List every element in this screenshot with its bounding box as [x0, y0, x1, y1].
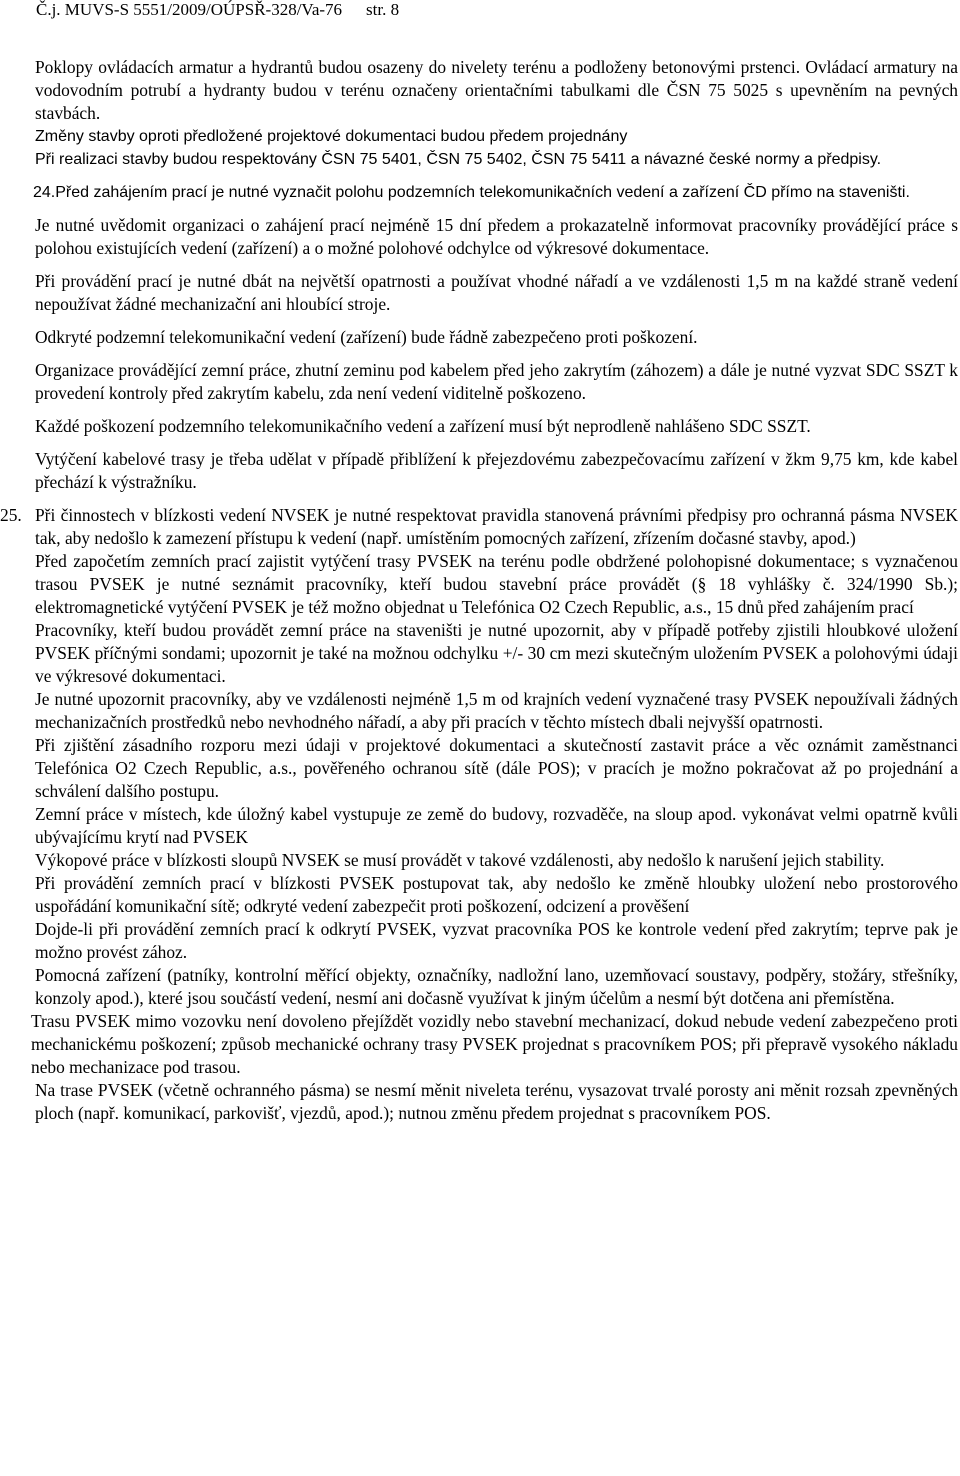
document-body: [0, 56, 958, 1125]
paragraph-changes: Změny stavby oproti předložené projektové dokumentaci budou předem projednány: [35, 128, 628, 145]
item-number: 25.: [0, 505, 22, 525]
page-header: [36, 0, 399, 22]
paragraph-standards: Při realizaci stavby budou respektovány ČSN 75 5401, ČSN 75 5402, ČSN 75 5411 a návazné české normy a předpisy.: [35, 151, 882, 168]
numbered-item-25: [0, 504, 958, 550]
paragraph-cable-route: Vytýčení kabelové trasy je třeba udělat v případě přiblížení k přejezdovému zabezpečovacímu zařízení v žkm 9,75 km, kde kabel přechází k výstražníku.: [35, 449, 958, 492]
paragraph-discrepancy: Při zjištění zásadního rozporu mezi údaji v projektové dokumentaci a skutečností zastavit práce a věc oznámit zaměstnanci Telefónica O2 Czech Republic, a.s., pověřeného ochranou sítě (dále POS); v pracích je možno pokračovat až po projednání a schválení dalšího postupu.: [35, 735, 958, 801]
paragraph-protect: Odkryté podzemní telekomunikační vedení (zařízení) bude řádně zabezpečeno proti poškození.: [35, 327, 698, 347]
paragraph-caution: Při provádění prací je nutné dbát na největší opatrnosti a používat vhodné nářadí a ve vzdálenosti 1,5 m na každé straně vedení nepoužívat žádné mechanizační ani hloubící stroje.: [35, 271, 958, 314]
paragraph-distance: Je nutné upozornit pracovníky, aby ve vzdálenosti nejméně 1,5 m od krajních vedení vyznačené trasy PVSEK nepoužívali žádných mechanizačních prostředků nebo nevhodného nářadí, a aby při pracích v těchto místech dbali nejvyšší opatrnosti.: [35, 689, 958, 732]
paragraph-notify: Je nutné uvědomit organizaci o zahájení prací nejméně 15 dní předem a prokazatelně informovat pracovníky provádějící práce s polohou existujících vedení (zařízení) a o možné polohové odchylce od výkresové dokumentace.: [35, 215, 958, 258]
paragraph-terrain-level: Na trase PVSEK (včetně ochranného pásma) se nesmí měnit niveleta terénu, vysazovat trvalé porosty ani měnit rozsah zpevněných ploch (např. komunikací, parkovišť, vjezdů, apod.); nutnou změnu předem projednat s pracovníkem POS.: [35, 1080, 958, 1123]
paragraph-auxiliary-devices: Pomocná zařízení (patníky, kontrolní měřící objekty, označníky, nadložní lano, uzemňovací soustavy, podpěry, stožáry, střešníky, konzoly apod.), které jsou součástí vedení, nesmí ani dočasně využívat k jiným účelům a nesmí být dotčena ani přemístěna.: [35, 965, 958, 1008]
paragraph-hydrants: Poklopy ovládacích armatur a hydrantů budou osazeny do nivelety terénu a podloženy betonovými prstenci. Ovládací armatury na vodovodním potrubí a hydranty budou v terénu označeny orientačními tabulkami dle ČSN 75 5025 s upevněním na pevných stavbách.: [35, 57, 958, 123]
item-text: Před zahájením prací je nutné vyznačit polohu podzemních telekomunikačních vedení a zařízení ČD přímo na staveništi.: [55, 184, 910, 201]
paragraph-pvsek-survey: Před započetím zemních prací zajistit vytýčení trasy PVSEK na terénu podle obdržené polohopisné dokumentace; s vyznačenou trasou PVSEK je nutné seznámit pracovníky, kteří budou stavební práce provádět (§ 18 vyhlášky č. 324/1990 Sb.); elektromagnetické vytýčení PVSEK je též možno objednat u Telefónica O2 Czech Republic, a.s., 15 dnů před zahájením prací: [35, 551, 958, 617]
reference-number: Č.j. MUVS-S 5551/2009/OÚPSŘ-328/Va-76: [36, 0, 343, 19]
paragraph-inspection: Dojde-li při provádění zemních prací k odkrytí PVSEK, vyzvat pracovníka POS ke kontrole vedení před zakrytím; teprve pak je možno provést zához.: [35, 919, 958, 962]
paragraph-depth-change: Při provádění zemních prací v blízkosti PVSEK postupovat tak, aby nedošlo ke změně hloubky uložení nebo prostorového uspořádání komunikační sítě; odkryté vedení zabezpečit proti poškození, odcizení a prověšení: [35, 873, 958, 916]
paragraph-compaction: Organizace provádějící zemní práce, zhutní zeminu pod kabelem před jeho zakrytím (záhozem) a dále je nutné vyzvat SDC SSZT k provedení kontroly před zakrytím kabelu, zda není vedení viditelně poškozeno.: [35, 360, 958, 403]
paragraph-workers-probe: Pracovníky, kteří budou provádět zemní práce na staveništi je nutné upozornit, aby v případě potřeby zjistili hloubkové uložení PVSEK příčnými sondami; upozornit je také na možnou odchylku +/- 30 cm mezi skutečným uložením PVSEK a polohovými údaji ve výkresové dokumentaci.: [35, 620, 958, 686]
paragraph-cable-exit: Zemní práce v místech, kde úložný kabel vystupuje ze země do budovy, rozvaděče, na sloup apod. vykonávat velmi opatrně kvůli ubývajícímu krytí nad PVSEK: [35, 804, 958, 847]
paragraph-damage-report: Každé poškození podzemního telekomunikačního vedení a zařízení musí být neprodleně nahlášeno SDC SSZT.: [35, 416, 811, 436]
item-text: Při činnostech v blízkosti vedení NVSEK je nutné respektovat pravidla stanovená právními předpisy pro ochranná pásma NVSEK tak, aby nedošlo k zamezení přístupu k vedení (např. umístěním pomocných zařízení, zřízením dočasné stavby, apod.): [35, 505, 958, 548]
paragraph-pole-excavation: Výkopové práce v blízkosti sloupů NVSEK se musí provádět v takové vzdálenosti, aby nedošlo k narušení jejich stability.: [35, 850, 885, 870]
numbered-item-24: [33, 181, 958, 204]
paragraph-vehicle-crossing: Trasu PVSEK mimo vozovku není dovoleno přejíždět vozidly nebo stavební mechanizací, dokud nebude vedení zabezpečeno proti mechanickému poškození; způsob mechanické ochrany trasy PVSEK projednat s pracovníkem POS; při přepravě vysokého nákladu nebo mechanizace pod trasou.: [31, 1011, 958, 1077]
item-number: 24.: [33, 184, 56, 201]
page-number: str. 8: [366, 0, 400, 19]
